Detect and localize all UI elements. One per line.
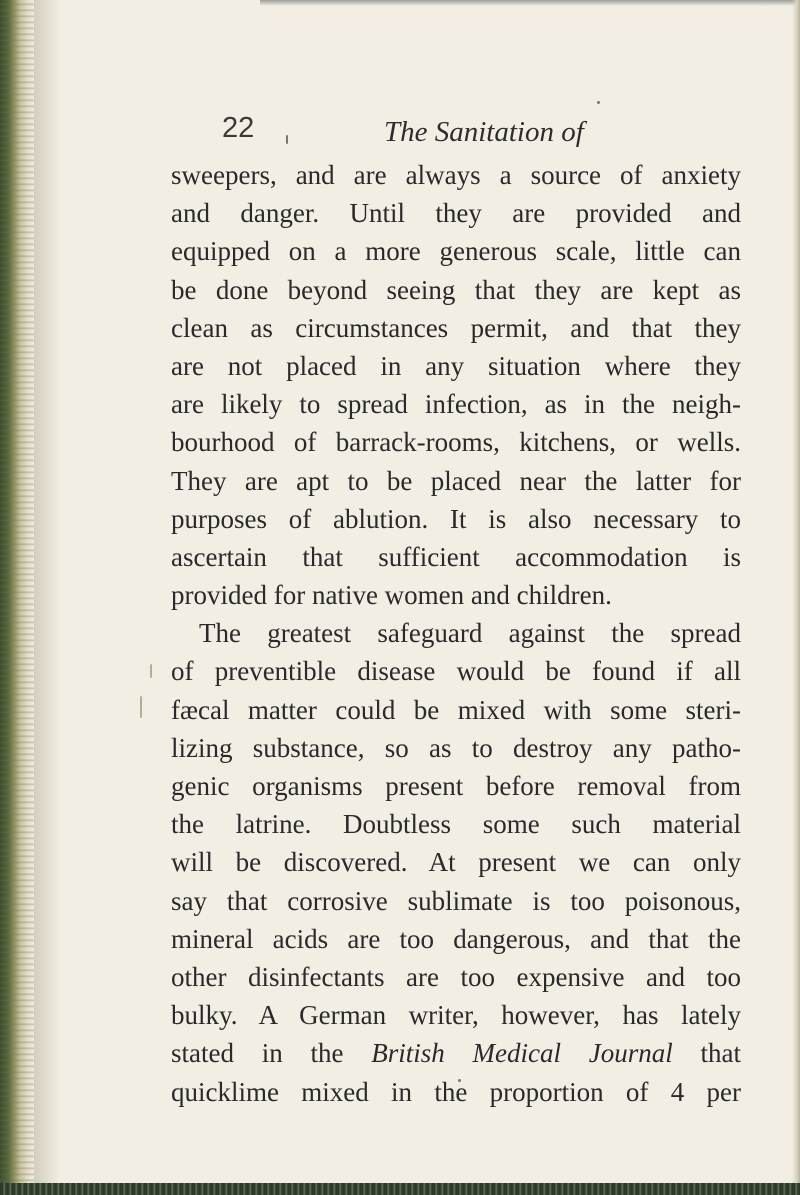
running-head: The Sanitation of	[384, 116, 584, 148]
book-binding-edge	[0, 0, 34, 1195]
text-line: say that corrosive sublimate is too poisonous,	[171, 885, 741, 916]
text-line-with-citation	[171, 1034, 741, 1072]
page-number: 22	[222, 112, 255, 144]
text-line: the latrine. Doubtless some such material	[171, 809, 741, 840]
text-line: clean as circumstances permit, and that they	[171, 312, 741, 343]
text-line: will be discovered. At present we can only	[171, 847, 741, 878]
text-fragment: stated in the	[171, 1038, 372, 1069]
text-line: quicklime mixed in the proportion of 4 per	[171, 1076, 741, 1107]
paper-speck	[140, 696, 142, 718]
text-line: be done beyond seeing that they are kept as	[171, 274, 741, 305]
text-line: provided for native women and children.	[171, 580, 612, 611]
text-line: genic organisms present before removal from	[171, 771, 741, 801]
page-header	[222, 112, 622, 156]
text-line: sweepers, and are always a source of anxiety	[171, 160, 741, 190]
text-line: fæcal matter could be mixed with some steri-	[171, 694, 741, 725]
journal-title: British Medical Journal	[371, 1038, 673, 1069]
page-top-edge	[260, 0, 800, 6]
text-line: are likely to spread infection, as in the neigh-	[171, 389, 741, 420]
paper-speck	[597, 101, 600, 104]
book-bottom-edge	[0, 1183, 800, 1195]
text-line: bourhood of barrack-rooms, kitchens, or wells.	[171, 427, 741, 458]
gutter-shadow	[34, 0, 60, 1195]
text-line: ascertain that sufficient accommodation is	[171, 541, 741, 572]
text-line: equipped on a more generous scale, little can	[171, 236, 741, 267]
text-fragment: that	[672, 1038, 741, 1069]
text-line: are not placed in any situation where they	[171, 350, 741, 381]
text-line: and danger. Until they are provided and	[171, 198, 741, 229]
paper-speck	[150, 664, 152, 678]
text-line: mineral acids are too dangerous, and that the	[171, 923, 741, 954]
text-line: They are apt to be placed near the latter for	[171, 465, 741, 496]
text-line: lizing substance, so as to destroy any patho-	[171, 732, 741, 763]
text-line: other disinfectants are too expensive and too	[171, 961, 741, 992]
paragraph-start-line: The greatest safeguard against the spread	[199, 618, 741, 649]
body-text	[171, 156, 741, 1111]
text-line: of preventible disease would be found if all	[171, 656, 741, 687]
page-right-edge	[792, 0, 800, 1195]
text-line: bulky. A German writer, however, has lately	[171, 1000, 741, 1031]
text-line: purposes of ablution. It is also necessary to	[171, 503, 741, 534]
